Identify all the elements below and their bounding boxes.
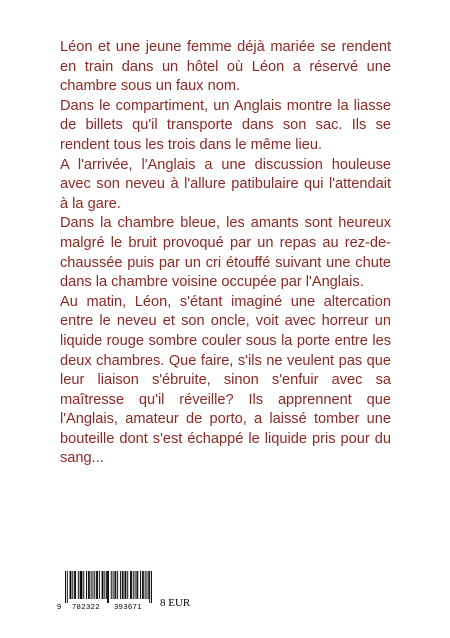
barcode-digits	[57, 602, 152, 611]
summary-text	[60, 38, 391, 469]
price-label: 8 EUR	[160, 597, 191, 609]
summary-paragraph-2: Dans le compartiment, un Anglais montre la liasse de billets qu'il transporte dans son sac. Ils se rendent tous les trois dans le même lieu.	[60, 97, 391, 153]
barcode-digit-group-2: 393671	[113, 602, 143, 611]
barcode-digit-first: 9	[57, 602, 62, 611]
barcode-bars-icon	[65, 571, 152, 603]
summary-paragraph-3: A l'arrivée, l'Anglais a une discussion houleuse avec son neveu à l'allure patibulaire qui l'attendait à la gare.	[60, 156, 391, 212]
summary-paragraph-1: Léon et une jeune femme déjà mariée se rendent en train dans un hôtel où Léon a réservé une chambre sous un faux nom.	[60, 39, 391, 95]
summary-paragraph-4: Dans la chambre bleue, les amants sont heureux malgré le bruit provoqué par un repas au rez-de-chaussée puis par un cri étouffé suivant une chute dans la chambre voisine occupée par l'Anglais.	[60, 215, 391, 291]
isbn-barcode	[57, 571, 152, 611]
barcode-digit-group-1: 782322	[71, 602, 101, 611]
summary-paragraph-5: Au matin, Léon, s'étant imaginé une altercation entre le neveu et son oncle, voit avec horreur un liquide rouge sombre couler sous la porte entre les deux chambres. Que faire, s'ils ne veulent pas que leur liaison s'ébruite, sinon s'enfuir avec sa maîtresse qu'il réveille? Ils apprennent que l'Anglais, amateur de porto, a laissé tomber une bouteille dont s'est échappé le liquide pris pour du sang...	[60, 293, 391, 467]
